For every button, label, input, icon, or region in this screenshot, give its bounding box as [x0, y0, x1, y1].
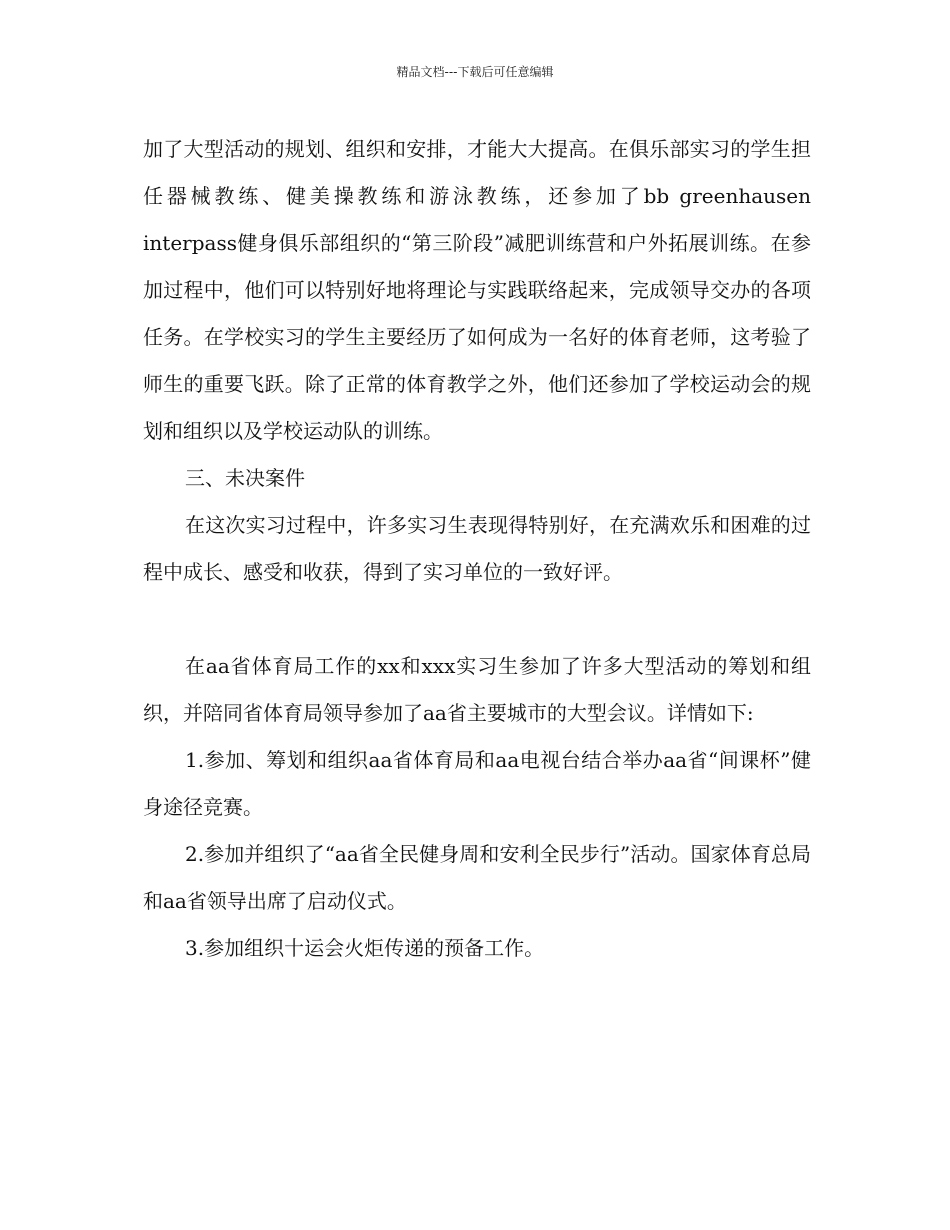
list-item-3: 3.参加组织十运会火炬传递的预备工作。 — [185, 936, 545, 960]
section-heading-3: 三、未决案件 — [185, 466, 305, 490]
list-item-2: 2.参加并组织了“aa省全民健身周和安利全民步行”活动。国家体育总局和aa省领导出席了启动仪式。 — [143, 842, 811, 913]
page-header: 精品文档---下载后可任意编辑 — [396, 65, 554, 79]
paragraph-training-summary: 加了大型活动的规划、组织和安排，才能大大提高。在俱乐部实习的学生担任器械教练、健美操教练和游泳教练，还参加了bb greenhausen interpass健身俱乐部组织的“第三阶段”减肥训练营和户外拓展训练。在参加过程中，他们可以特别好地将理论与实践联络起来，完成领导交办的各项任务。在学校实习的学生主要经历了如何成为一名好的体育老师，这考验了师生的重要飞跃。除了正常的体育教学之外，他们还参加了学校运动会的规划和组织以及学校运动队的训练。 — [143, 137, 811, 443]
paragraph-internship-praise: 在这次实习过程中，许多实习生表现得特别好，在充满欢乐和困难的过程中成长、感受和收获，得到了实习单位的一致好评。 — [143, 513, 811, 584]
list-item-1: 1.参加、筹划和组织aa省体育局和aa电视台结合举办aa省“间课杯”健身途径竞赛。 — [143, 748, 811, 819]
document-body — [143, 126, 811, 972]
paragraph-provincial-bureau: 在aa省体育局工作的xx和xxx实习生参加了许多大型活动的筹划和组织，并陪同省体育局领导参加了aa省主要城市的大型会议。详情如下: — [143, 654, 811, 725]
paragraph-gap — [143, 596, 811, 643]
